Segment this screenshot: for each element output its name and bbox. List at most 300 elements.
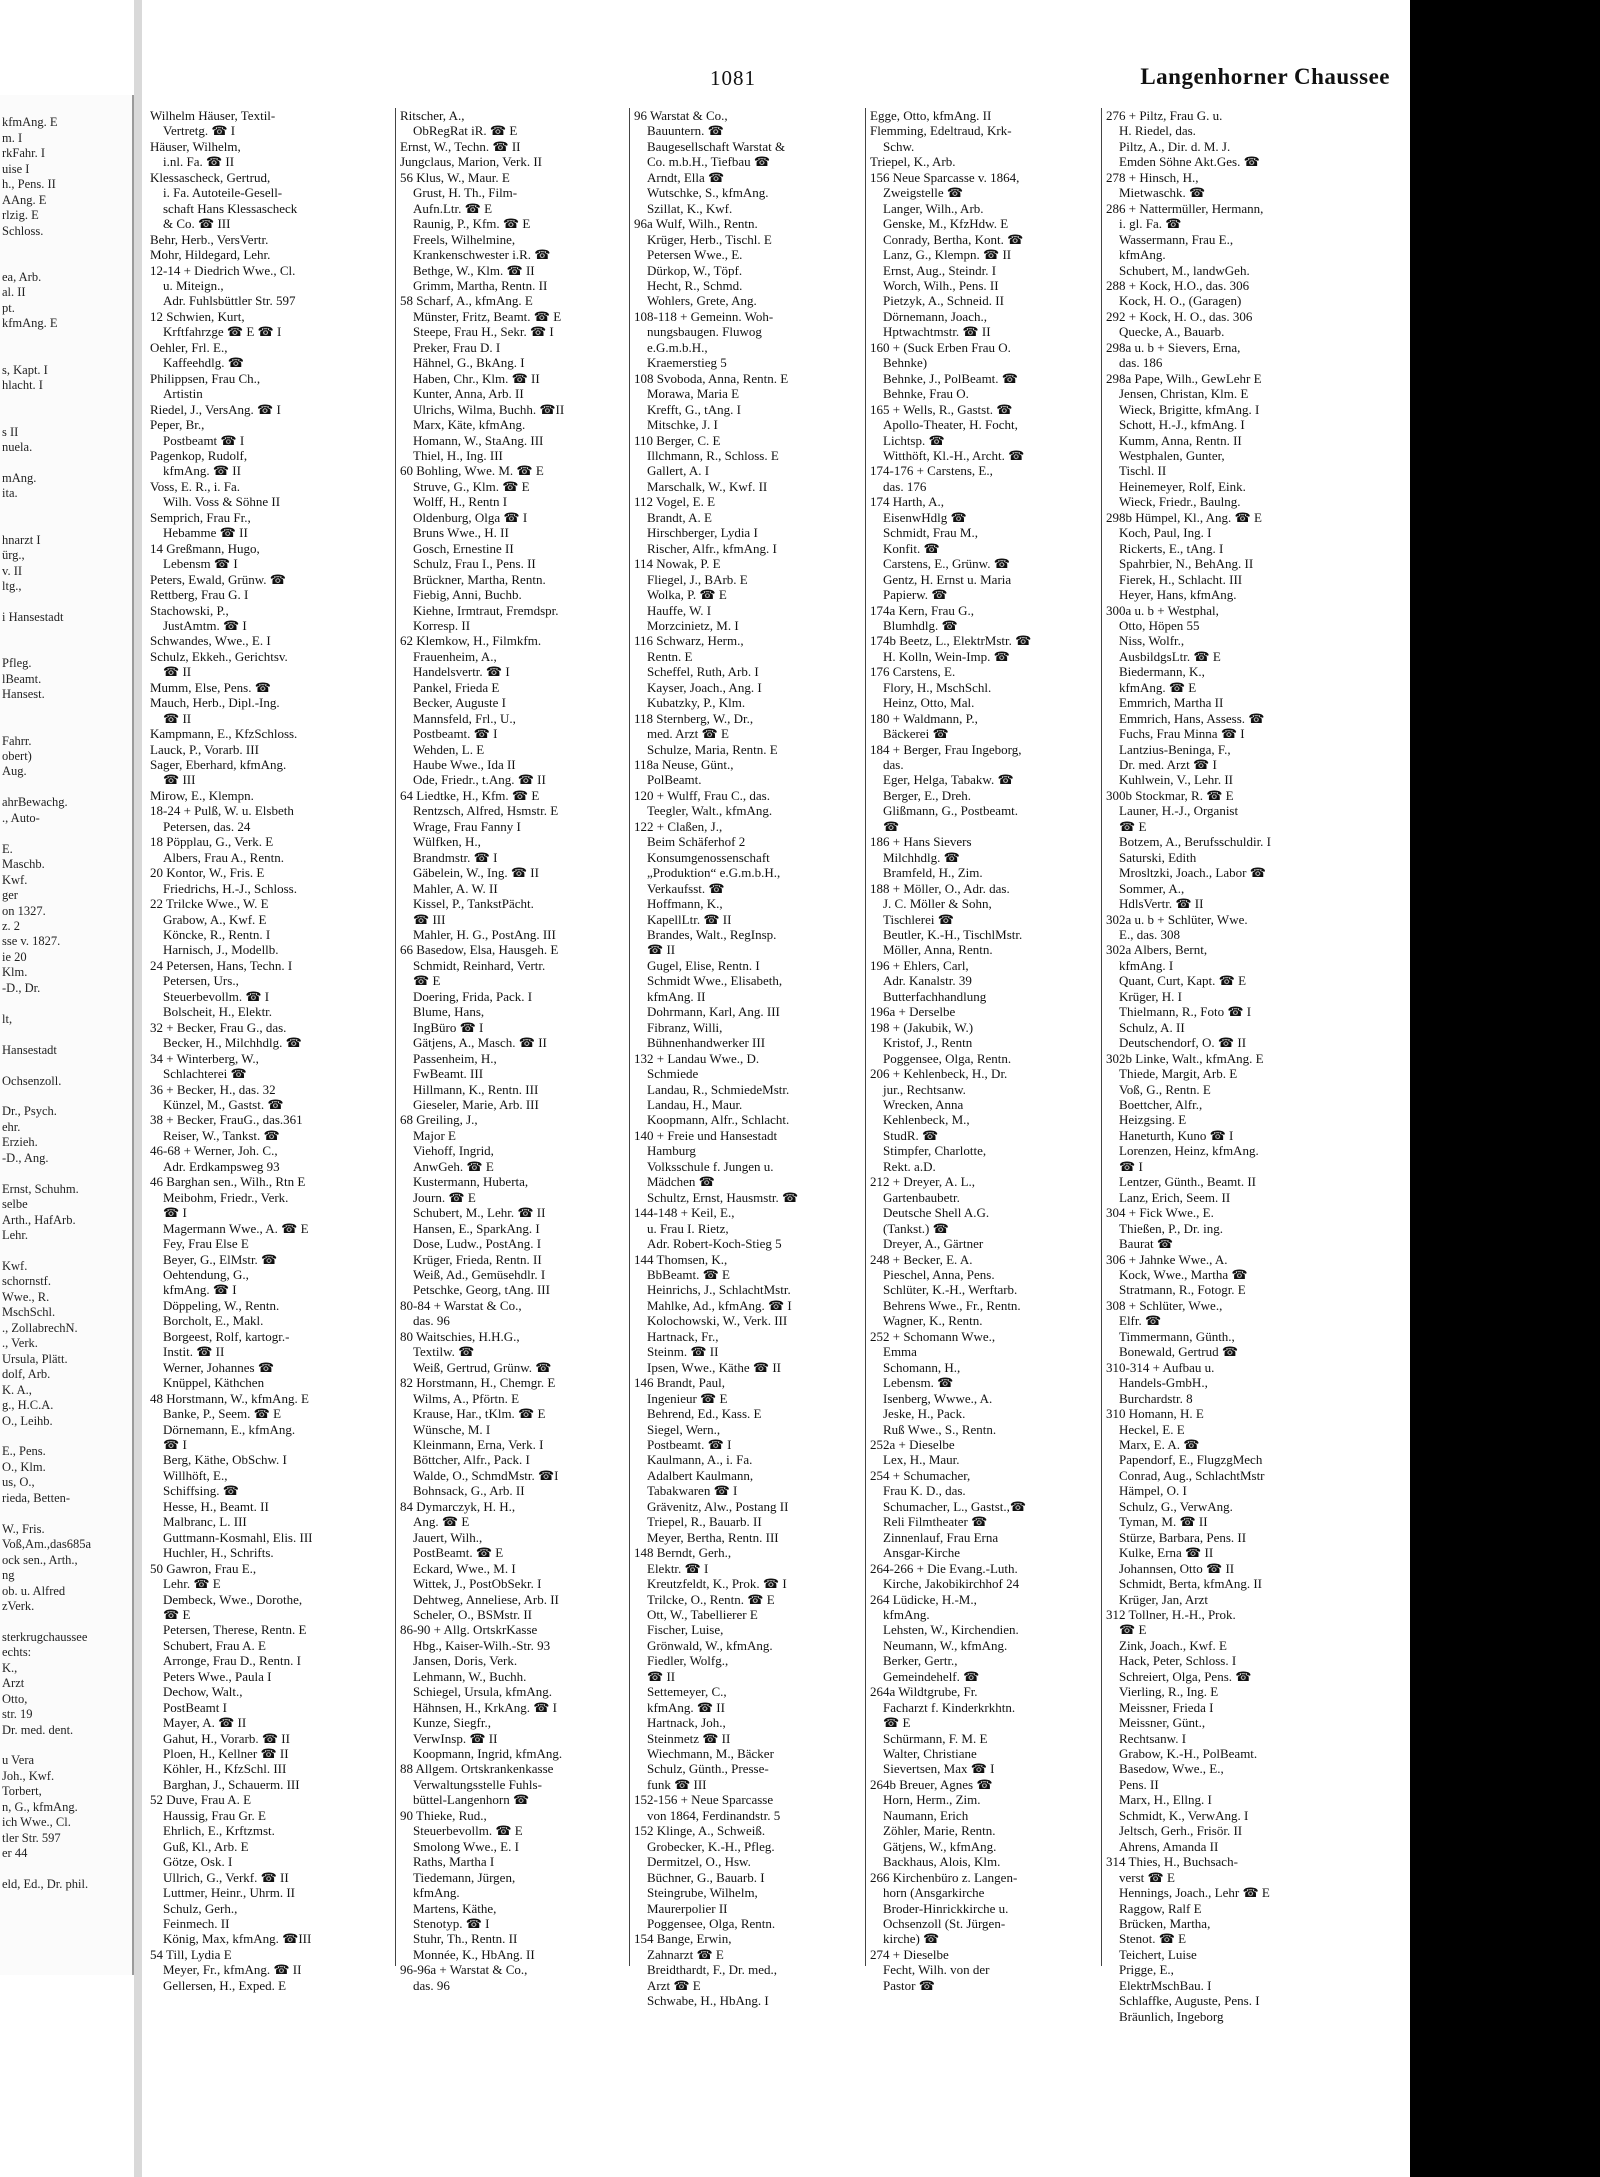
directory-entry-line: Pieschel, Anna, Pens. [870,1266,995,1282]
directory-entry-line: Brandes, Walt., RegInsp. [634,927,777,943]
directory-entry-line: Feinmech. II [150,1916,230,1932]
previous-page-fragment [0,595,132,610]
directory-entry-line: 306 + Jahnke Wwe., A. [1106,1251,1228,1267]
directory-entry-line: Borgeest, Rolf, kartogr.- [150,1328,290,1344]
directory-entry-line: Hartnack, Joh., [634,1715,726,1731]
directory-entry-line: Becker, H., Milchhdlg. ☎ [150,1035,302,1051]
previous-page-fragment: nuela. [2,439,33,454]
directory-entry-line: Kumm, Anna, Rentn. II [1106,432,1242,448]
previous-page-fragment: selbe [2,1197,28,1212]
directory-entry-line: Homann, W., StaAng. III [400,432,544,448]
previous-page-fragment: Pfleg. [2,656,32,671]
directory-entry-line: Berg, Käthe, ObSchw. I [150,1452,287,1468]
directory-entry-line: Mitschke, J. I [634,417,718,433]
directory-entry-line: Adr. Fuhlsbüttler Str. 597 [150,293,296,309]
directory-entry-line: Hennings, Joach., Lehr ☎ E [1106,1885,1270,1901]
directory-entry-line: ☎ [870,818,900,834]
directory-entry-line: Magermann Wwe., A. ☎ E [150,1220,309,1236]
directory-entry-line: 108-118 + Gemeinn. Woh- [634,308,774,324]
directory-entry-line: Monnée, K., HbAng. II [400,1946,535,1962]
directory-entry-line: Mädchen ☎ [634,1174,715,1190]
directory-entry-line: Worch, Wilh., Pens. II [870,277,999,293]
directory-entry-line: Ansgar-Kirche [870,1545,960,1561]
directory-entry-line: Meissner, Günt., [1106,1715,1206,1731]
directory-entry-line: Ernst, Aug., Steindr. I [870,262,997,278]
directory-entry-line: Weiß, Ad., Gemüsehdlr. I [400,1266,546,1282]
previous-page-fragment: lBeamt. [2,671,42,686]
directory-entry-line: kirche) ☎ [870,1931,940,1947]
previous-page-fragment: uise I [2,161,30,176]
directory-entry-line: Schulz, Frau I., Pens. II [400,556,536,572]
previous-page-fragment [0,455,132,470]
directory-entry-line: Heinrichs, J., SchlachtMstr. [634,1282,791,1298]
directory-entry-line: 88 Allgem. Ortskrankenkasse [400,1761,554,1777]
previous-page-fragment: E. [2,841,13,856]
directory-entry-line: Mannsfeld, Frl., U., [400,710,516,726]
directory-entry-line: Gätjens, A., Masch. ☎ II [400,1035,547,1051]
directory-entry-line: Schulz, A. II [1106,1019,1185,1035]
directory-entry-line: Tyman, M. ☎ II [1106,1514,1208,1530]
previous-page-fragment: Ochsenzoll. [2,1073,62,1088]
directory-entry-line: Berger, E., Dreh. [870,787,972,803]
directory-entry-line: Steingrube, Wilhelm, [634,1885,758,1901]
directory-entry-line: i.nl. Fa. ☎ II [150,154,235,170]
directory-entry-line: Gugel, Elise, Rentn. I [634,957,760,973]
directory-entry-line: 12-14 + Diedrich Wwe., Cl. [150,262,296,278]
previous-page-fragment [0,826,132,841]
directory-entry-line: Borcholt, E., Makl. [150,1313,264,1329]
directory-entry-line: Kock, H. O., (Garagen) [1106,293,1242,309]
directory-entry-line: Möller, Anna, Rentn. [870,942,993,958]
directory-entry-line: Raunig, P., Kfm. ☎ E [400,216,531,232]
directory-entry-line: Hptwachtmstr. ☎ II [870,324,991,340]
directory-entry-line: Schmidt, Frau M., [870,525,978,541]
directory-entry-line: Thiede, Margit, Arb. E [1106,1066,1238,1082]
directory-entry-line: Beyer, G., ElMstr. ☎ [150,1251,278,1267]
directory-entry-line: HdlsVertr. ☎ II [1106,896,1204,912]
directory-entry-line: Krefft, G., tAng. I [634,401,741,417]
directory-entry-line: 310-314 + Aufbau u. [1106,1359,1215,1375]
directory-entry-line: ☎ E [400,973,441,989]
previous-page-fragment: ., ZollabrechN. [2,1320,78,1335]
directory-entry-line: Gäbelein, W., Ing. ☎ II [400,865,539,881]
directory-entry-line: Grävenitz, Alw., Postang II [634,1498,789,1514]
directory-entry-line: Petersen Wwe., E. [634,247,743,263]
directory-entry-line: Deutsche Shell A.G. [870,1205,990,1221]
directory-entry-line: Hämpel, O. I [1106,1483,1187,1499]
previous-page-fragment: Dr. med. dent. [2,1722,74,1737]
directory-entry-line: Wrecken, Anna [870,1097,964,1112]
previous-page-fragment [0,1027,132,1042]
directory-entry-line: Scheffel, Ruth, Arb. I [634,664,759,680]
directory-entry-line: Beim Schäferhof 2 [634,834,746,850]
directory-entry-line: 176 Carstens, E. [870,664,956,680]
previous-page-fragment: tler Str. 597 [2,1830,61,1845]
directory-entry-line: 120 + Wulff, Frau C., das. [634,787,770,803]
directory-entry-line: Tischlerei ☎ [870,911,954,927]
directory-entry-line: Broder-Hinrickkirche u. [870,1900,1009,1916]
directory-entry-line: Voß, G., Rentn. E [1106,1081,1211,1097]
directory-entry-line: Langer, Wilh., Arb. [870,200,984,216]
directory-entry-line: Stachowski, P., [150,602,229,618]
directory-entry-line: i. gl. Fa. ☎ [1106,216,1182,232]
directory-entry-line: Lehmann, W., Buchh. [400,1668,527,1684]
previous-page-fragment [0,394,132,409]
previous-page-fragment [0,409,132,424]
directory-entry-line: Flory, H., MschSchl. [870,679,992,695]
directory-entry-line: Postbeamt. ☎ I [400,726,498,742]
directory-entry-line: Journ. ☎ E [400,1189,476,1205]
directory-entry-line: Fey, Frau Else E [150,1236,249,1252]
directory-entry-line: Botzem, A., Berufsschuldir. I [1106,834,1272,850]
column-rule [1101,108,1102,1966]
directory-entry-line: Guttmann-Kosmahl, Elis. III [150,1529,313,1545]
directory-entry-line: Baugesellschaft Warstat & [634,138,786,154]
directory-entry-line: Jansen, Doris, Verk. [400,1653,518,1669]
directory-entry-line: Elektr. ☎ I [634,1560,709,1576]
directory-entry-line: Kirche, Jakobikirchhof 24 [870,1576,1020,1592]
previous-page-fragment: h., Pens. II [2,177,56,192]
previous-page-fragment: Maschb. [2,857,45,872]
directory-entry-line: StudR. ☎ [870,1127,939,1143]
directory-entry-line: BbBeamt. ☎ E [634,1266,730,1282]
directory-entry-line: Mrosltzki, Joach., Labor ☎ [1106,865,1266,881]
directory-entry-line: Kolochowski, W., Verk. III [634,1313,788,1329]
previous-page-fragment: n, G., kfmAng. [2,1799,78,1814]
directory-entry-line: das. 186 [1106,355,1163,371]
directory-entry-line: Eckard, Wwe., M. I [400,1560,516,1576]
directory-entry-line: Carstens, E., Grünw. ☎ [870,556,1010,572]
directory-entry-line: Ang. ☎ E [400,1514,470,1530]
directory-entry-line: schaft Hans Klessascheck [150,200,298,216]
directory-entry-line: Kunter, Anna, Arb. II [400,386,524,402]
directory-entry-line: Lex, H., Maur. [870,1452,960,1468]
directory-entry-line: Marschalk, W., Kwf. II [634,478,768,494]
directory-entry-line: e.G.m.b.H., [634,339,708,355]
directory-entry-line: verst ☎ E [1106,1869,1175,1885]
directory-entry-line: Koch, Paul, Ing. I [1106,525,1212,541]
directory-entry-line: Struve, G., Klm. ☎ E [400,478,530,494]
previous-page-fragment [0,1166,132,1181]
directory-entry-line: ☎ I [150,1436,187,1452]
directory-entry-line: 144 Thomsen, K., [634,1251,728,1267]
directory-entry-line: Baurat ☎ [1106,1236,1174,1252]
previous-page-fragment: us, O., [2,1475,35,1490]
directory-entry-line: Gemeindehelf. ☎ [870,1668,980,1684]
directory-entry-line: Steinmetz ☎ II [634,1730,731,1746]
directory-entry-line: Schulze, Maria, Rentn. E [634,741,778,757]
previous-page-fragment: echts: [2,1645,32,1660]
directory-entry-line: von 1864, Ferdinandstr. 5 [634,1807,781,1823]
directory-entry-line: Conrad, Aug., SchlachtMstr [1106,1467,1265,1483]
directory-entry-line: Hansen, E., SparkAng. I [400,1220,540,1236]
directory-entry-line: Pietzyk, A., Schneid. II [870,293,1004,309]
directory-entry-line: ☎ III [400,911,446,927]
directory-entry-line: 198 + (Jakubik, W.) [870,1019,974,1035]
directory-entry-line: Hesse, H., Beamt. II [150,1498,269,1514]
directory-entry-line: 298a Pape, Wilh., GewLehr E [1106,370,1262,386]
directory-entry-line: nungsbaugen. Fluwog [634,324,762,340]
directory-entry-line: Mahler, A. W. II [400,880,498,896]
directory-entry-line: Zöhler, Marie, Rentn. [870,1823,996,1839]
directory-entry-line: Facharzt f. Kinderkrkhtn. [870,1699,1016,1715]
directory-entry-line: Berker, Gertr., [870,1653,958,1669]
directory-entry-line: Bühnenhandwerker III [634,1035,766,1051]
directory-entry-line: Horn, Herm., Zim. [870,1792,981,1808]
directory-entry-line: 122 + Claßen, J., [634,818,723,834]
previous-page-fragment: ., Verk. [2,1336,38,1351]
directory-entry-line: Wolff, H., Rentn I [400,494,508,510]
directory-entry-line: 264 Lüdicke, H.-M., [870,1591,977,1607]
previous-page-fragment [0,239,132,254]
directory-entry-line: J. C. Möller & Sohn, [870,896,992,912]
directory-entry-line: IngBüro ☎ I [400,1019,484,1035]
directory-entry-line: Preker, Frau D. I [400,339,501,355]
directory-entry-line: Brandmstr. ☎ I [400,849,498,865]
directory-entry-line: Adr. Erdkampsweg 93 [150,1158,280,1174]
previous-page-fragment: sterkrugchaussee [2,1629,88,1644]
directory-entry-line: Saturski, Edith [1106,849,1197,865]
directory-entry-line: Heckel, E. E [1106,1421,1185,1437]
directory-entry-line: Milchhdlg. ☎ [870,849,960,865]
directory-entry-line: Ode, Friedr., t.Ang. ☎ II [400,772,546,788]
directory-entry-line: Wieck, Friedr., Baulng. [1106,494,1241,510]
book-gutter [134,0,142,2177]
directory-entry-line: Artistin [150,386,203,402]
previous-page-fragment: O., Leihb. [2,1413,53,1428]
column-rule [865,108,866,1966]
directory-entry-line: Petersen, das. 24 [150,818,251,834]
directory-entry-line: Krause, Har., tKlm. ☎ E [400,1406,546,1422]
directory-entry-line: Tiedemann, Jürgen, [400,1869,516,1885]
directory-entry-line: Grimm, Martha, Rentn. II [400,277,548,293]
directory-entry-line: Kiehne, Irmtraut, Fremdspr. [400,602,559,618]
directory-entry-line: Lehsten, W., Kirchendien. [870,1622,1019,1638]
directory-entry-line: Marx, E. A. ☎ [1106,1436,1200,1452]
directory-entry-line: Rekt. a.D. [870,1158,936,1174]
previous-page-fragment: Ernst, Schuhm. [2,1181,79,1196]
directory-entry-line: Kayser, Joach., Ang. I [634,679,762,695]
directory-entry-line: Ott, W., Tabellierer E [634,1606,758,1622]
directory-entry-line: Wutschke, S., kfmAng. [634,185,769,201]
directory-entry-line: Timmermann, Günth., [1106,1328,1235,1344]
directory-entry-line: Raths, Martha I [400,1854,495,1870]
directory-entry-line: Becker, Auguste I [400,695,506,711]
directory-entry-line: 312 Tollner, H.-H., Prok. [1106,1606,1236,1622]
directory-entry-line: Handelsvertr. ☎ I [400,664,510,680]
directory-entry-line: Mayer, A. ☎ II [150,1715,247,1731]
directory-entry-line: Münster, Fritz, Beamt. ☎ E [400,308,562,324]
directory-entry-line: Fuchs, Frau Minna ☎ I [1106,726,1245,742]
directory-entry-line: Siegel, Wern., [634,1421,721,1437]
directory-entry-line: Stuhr, Th., Rentn. II [400,1931,518,1947]
directory-entry-line: 52 Duve, Frau A. E [150,1792,252,1808]
directory-entry-line: Koopmann, Ingrid, kfmAng. [400,1746,563,1762]
directory-entry-line: „Produktion“ e.G.m.b.H., [634,865,781,881]
directory-entry-line: Wülfken, H., [400,834,481,850]
page-header [150,58,1390,98]
directory-entry-line: Arronge, Frau D., Rentn. I [150,1653,301,1669]
directory-entry-line: 156 Neue Sparcasse v. 1864, [870,169,1020,185]
directory-entry-line: Teichert, Luise [1106,1946,1197,1962]
directory-entry-line: kfmAng. [400,1885,460,1901]
previous-page-fragment: s, Kapt. I [2,362,48,377]
directory-entry-line: Schlaffke, Auguste, Pens. I [1106,1993,1260,2009]
directory-entry-line: Haube Wwe., Ida II [400,757,516,773]
directory-entry-line: Emmrich, Martha II [1106,695,1224,711]
directory-entry-line: Schubert, M., landwGeh. [1106,262,1250,278]
directory-entry-line: 66 Basedow, Elsa, Hausgeh. E [400,942,559,958]
previous-page-fragment: ock sen., Arth., [2,1552,78,1567]
directory-entry-line: Maurerpolier II [634,1900,728,1916]
directory-entry-line: Schmidt Wwe., Elisabeth, [634,973,783,989]
directory-entry-line: funk ☎ III [634,1776,707,1792]
directory-entry-line: Ochsenzoll (St. Jürgen- [870,1916,1006,1932]
directory-entry-line: Adr. Kanalstr. 39 [870,973,972,989]
directory-entry-line: H. Riedel, das. [1106,123,1196,139]
directory-entry-line: Boettcher, Alfr., [1106,1097,1203,1112]
directory-entry-line: 64 Liedtke, H., Kfm. ☎ E [400,787,540,803]
directory-entry-line: Schulz, Gerh., [150,1900,238,1916]
previous-page-fragment: Kwf. [2,872,28,887]
directory-entry-line: Tabakwaren ☎ I [634,1483,738,1499]
directory-entry-line: König, Max, kfmAng. ☎III [150,1931,312,1947]
directory-entry-line: Schubert, Frau A. E [150,1637,266,1653]
directory-entry-line: das. 96 [400,1313,450,1329]
directory-entry-line: Triepel, K., Arb. [870,154,956,170]
directory-entry-line: Behrens Wwe., Fr., Rentn. [870,1297,1021,1313]
directory-entry-line: Gellersen, H., Exped. E [150,1977,287,1993]
directory-column-3 [634,108,879,2009]
directory-entry-line: Lentzer, Günth., Beamt. II [1106,1174,1257,1190]
directory-entry-line: 84 Dymarczyk, H. H., [400,1498,516,1514]
directory-entry-line: Oldenburg, Olga ☎ I [400,509,528,525]
directory-entry-line: Zinnenlauf, Frau Erna [870,1529,999,1545]
previous-page-fragment: ie 20 [2,949,27,964]
previous-page-fragment: schornstf. [2,1274,51,1289]
previous-page-fragment: er 44 [2,1846,28,1861]
directory-entry-line: 50 Gawron, Frau E., [150,1560,257,1576]
previous-page-fragment: MschSchl. [2,1305,56,1320]
directory-entry-line: Blume, Hans, [400,1004,485,1020]
directory-entry-line: Gartenbaubetr. [870,1189,960,1205]
directory-entry-line: Settemeyer, C., [634,1684,727,1700]
directory-entry-line: 252a + Dieselbe [870,1436,955,1452]
directory-entry-line: Blumhdlg. ☎ [870,617,958,633]
directory-entry-line: Bruns Wwe., H. II [400,525,509,541]
previous-page-fragment [0,718,132,733]
directory-entry-line: Genske, M., KfzHdw. E [870,216,1009,232]
directory-entry-line: Grabow, K.-H., PolBeamt. [1106,1746,1258,1762]
directory-entry-line: 108 Svoboda, Anna, Rentn. E [634,370,789,386]
directory-entry-line: Co. m.b.H., Tiefbau ☎ [634,154,771,170]
directory-entry-line: 212 + Dreyer, A. L., [870,1174,976,1190]
previous-page-fragment: dolf, Arb. [2,1367,51,1382]
directory-entry-line: kfmAng. ☎ II [150,463,241,479]
previous-page-fragment: Fahrr. [2,733,32,748]
directory-entry-line: VerwInsp. ☎ II [400,1730,498,1746]
directory-entry-line: Brückner, Martha, Rentn. [400,571,546,587]
directory-entry-line: Fiedler, Wolfg., [634,1653,729,1669]
directory-entry-line: Hähnsen, H., KrkAng. ☎ I [400,1699,558,1715]
directory-entry-line: Bauuntern. ☎ [634,123,724,139]
directory-entry-line: Verkaufsst. ☎ [634,880,725,896]
previous-page-fragment: ich Wwe., Cl. [2,1815,71,1830]
directory-entry-line: (Tankst.) ☎ [870,1220,949,1236]
directory-entry-line: 118a Neuse, Günt., [634,757,734,773]
directory-entry-line: Thiel, H., Ing. III [400,447,503,463]
directory-entry-line: Dürkop, W., Töpf. [634,262,743,278]
previous-page-fragment [0,255,132,270]
directory-entry-line: Willhöft, E., [150,1467,228,1483]
directory-entry-line: Lanz, G., Klempn. ☎ II [870,247,1012,263]
directory-entry-line: Hähnel, G., BkAng. I [400,355,525,371]
directory-entry-line: Jauert, Wilh., [400,1529,483,1545]
directory-entry-line: Backhaus, Alois, Klm. [870,1854,1001,1870]
directory-entry-line: Wassermann, Frau E., [1106,231,1234,247]
directory-entry-line: Otto, Höpen 55 [1106,617,1200,633]
directory-entry-line: Fibranz, Willi, [634,1019,723,1035]
previous-page-fragment: AAng. E [2,192,47,207]
directory-entry-line: Dembeck, Wwe., Dorothe, [150,1591,303,1607]
directory-entry-line: Behnke, J., PolBeamt. ☎ [870,370,1018,386]
previous-page-fragment: rkFahr. I [2,146,46,161]
directory-entry-line: Gieseler, Marie, Arb. III [400,1097,539,1112]
directory-entry-line: 118 Sternberg, W., Dr., [634,710,754,726]
directory-entry-line: Fischer, Luise, [634,1622,724,1638]
previous-page-fragment: zVerk. [2,1598,35,1613]
directory-entry-line: 140 + Freie und Hansestadt [634,1127,778,1143]
directory-entry-line: Vierling, R., Ing. E [1106,1684,1219,1700]
previous-page-fragment: ., Auto- [2,810,40,825]
previous-page-fragment [0,1058,132,1073]
previous-page-fragment [0,625,132,640]
directory-entry-line: Schumacher, L., Gastst.,☎ [870,1498,1027,1514]
directory-entry-line: Korresp. II [400,617,471,633]
directory-entry-line: AnwGeh. ☎ E [400,1158,494,1174]
directory-entry-line: kfmAng. ☎ E [1106,679,1197,695]
previous-page-fragment: ehr. [2,1119,21,1134]
directory-entry-line: Huchler, H., Schrifts. [150,1545,274,1561]
directory-entry-line: Weiß, Gertrud, Grünw. ☎ [400,1359,552,1375]
directory-entry-line: H. Kolln, Wein-Imp. ☎ [870,648,1010,664]
previous-page-fragment [0,641,132,656]
directory-entry-line: 300a u. b + Westphal, [1106,602,1219,618]
directory-entry-line: Behr, Herb., VersVertr. [150,231,269,247]
previous-page-fragment: Erzieh. [2,1135,38,1150]
directory-entry-line: Schiffsing. ☎ [150,1483,239,1499]
directory-entry-line: Lebensm ☎ I [150,556,238,572]
directory-entry-line: Eger, Helga, Tabakw. ☎ [870,772,1014,788]
directory-entry-line: Breidthardt, F., Dr. med., [634,1962,778,1978]
directory-entry-line: Walter, Christiane [870,1746,977,1762]
directory-entry-line: Petersen, Therese, Rentn. E [150,1622,307,1638]
directory-entry-line: Werner, Johannes ☎ [150,1359,275,1375]
directory-entry-line: Lichtsp. ☎ [870,432,945,448]
directory-entry-line: 274 + Dieselbe [870,1946,949,1962]
column-rule [395,108,396,1966]
previous-page-fragment: sse v. 1827. [2,934,61,949]
directory-entry-line: 90 Thieke, Rud., [400,1807,487,1823]
directory-entry-line: Ploen, H., Kellner ☎ II [150,1746,289,1762]
directory-entry-line: Trilcke, O., Rentn. ☎ E [634,1591,775,1607]
directory-entry-line: Arzt ☎ E [634,1977,701,1993]
directory-entry-line: ☎ I [150,1205,187,1221]
directory-entry-line: Künzel, M., Gastst. ☎ [150,1097,284,1112]
directory-entry-line: Fliegel, J., BArb. E [634,571,748,587]
directory-entry-line: Zahnarzt ☎ E [634,1946,724,1962]
directory-entry-line: Isenberg, Wwwe., A. [870,1390,993,1406]
